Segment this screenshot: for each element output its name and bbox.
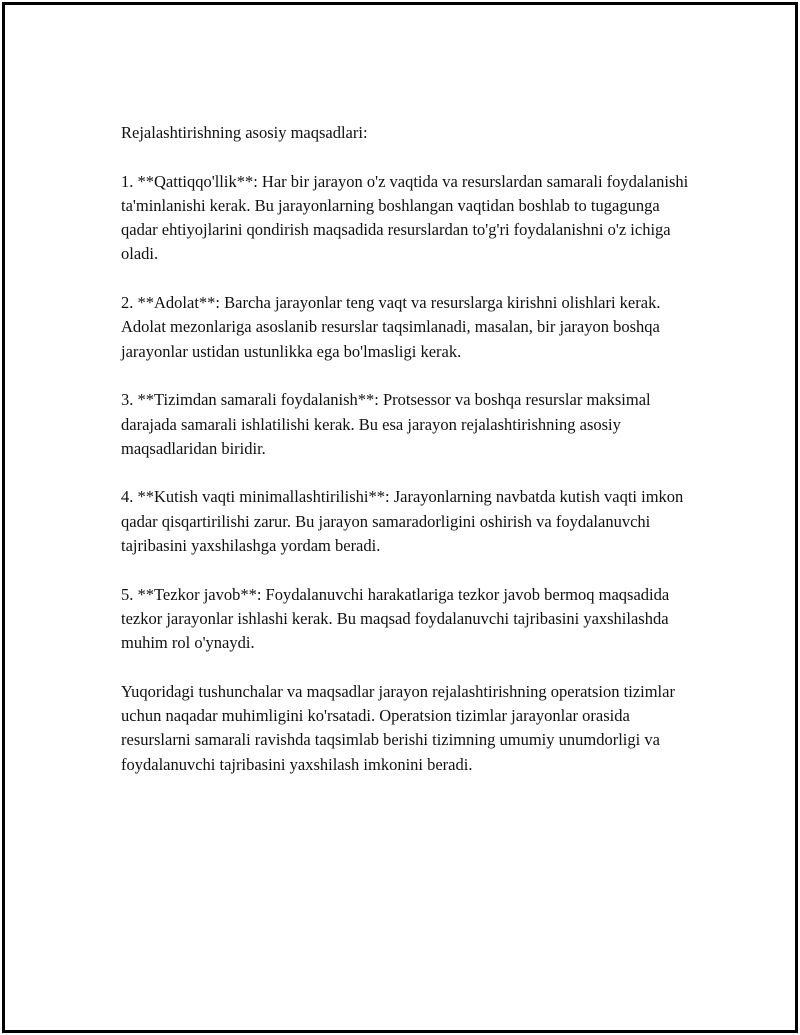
conclusion-paragraph: Yuqoridagi tushunchalar va maqsadlar jarayon rejalashtirishning operatsion tizimlar uchun naqadar muhimligini ko'rsatadi. Operatsion tizimlar jarayonlar orasida resurslarni samarali ravishda taqsimlab berishi tizimning umumiy unumdorligi va foydalanuvchi tajribasini yaxshilash imkonini beradi. [121,681,675,774]
list-item-1: 1. **Qattiqqo'llik**: Har bir jarayon o'z vaqtida va resurslardan samarali foydalanishi ta'minlanishi kerak. Bu jarayonlarning boshlangan vaqtidan boshlab to tugagunga qadar ehtiyojlarini qondirish maqsadida resurslardan to'g'ri foydalanishni o'z ichiga oladi. [121,171,689,264]
list-item-4: 4. **Kutish vaqti minimallashtirilishi**: Jarayonlarning navbatda kutish vaqti imkon qadar qisqartirilishi zarur. Bu jarayon samaradorligini oshirish va foydalanuvchi tajribasini yaxshilashga yordam beradi. [121,487,684,556]
page-frame [2,2,798,1033]
document-heading: Rejalashtirishning asosiy maqsadlari: [121,123,368,142]
list-item-2: 2. **Adolat**: Barcha jarayonlar teng vaqt va resurslarga kirishni olishlari kerak. Adolat mezonlariga asoslanib resurslar taqsimlanadi, masalan, bir jarayon boshqa jarayonlar ustidan ustunlikka ega bo'lmasligi kerak. [121,293,661,361]
list-item-5: 5. **Tezkor javob**: Foydalanuvchi harakatlariga tezkor javob bermoq maqsadida tezkor jarayonlar ishlashi kerak. Bu maqsad foydalanuvchi tajribasini yaxshilashda muhim rol o'ynaydi. [121,584,670,653]
list-item-3: 3. **Tizimdan samarali foydalanish**: Protsessor va boshqa resurslar maksimal darajada samarali ishlatilishi kerak. Bu esa jarayon rejalashtirishning asosiy maqsadlaridan biridir. [121,390,651,458]
document-body [121,121,691,801]
